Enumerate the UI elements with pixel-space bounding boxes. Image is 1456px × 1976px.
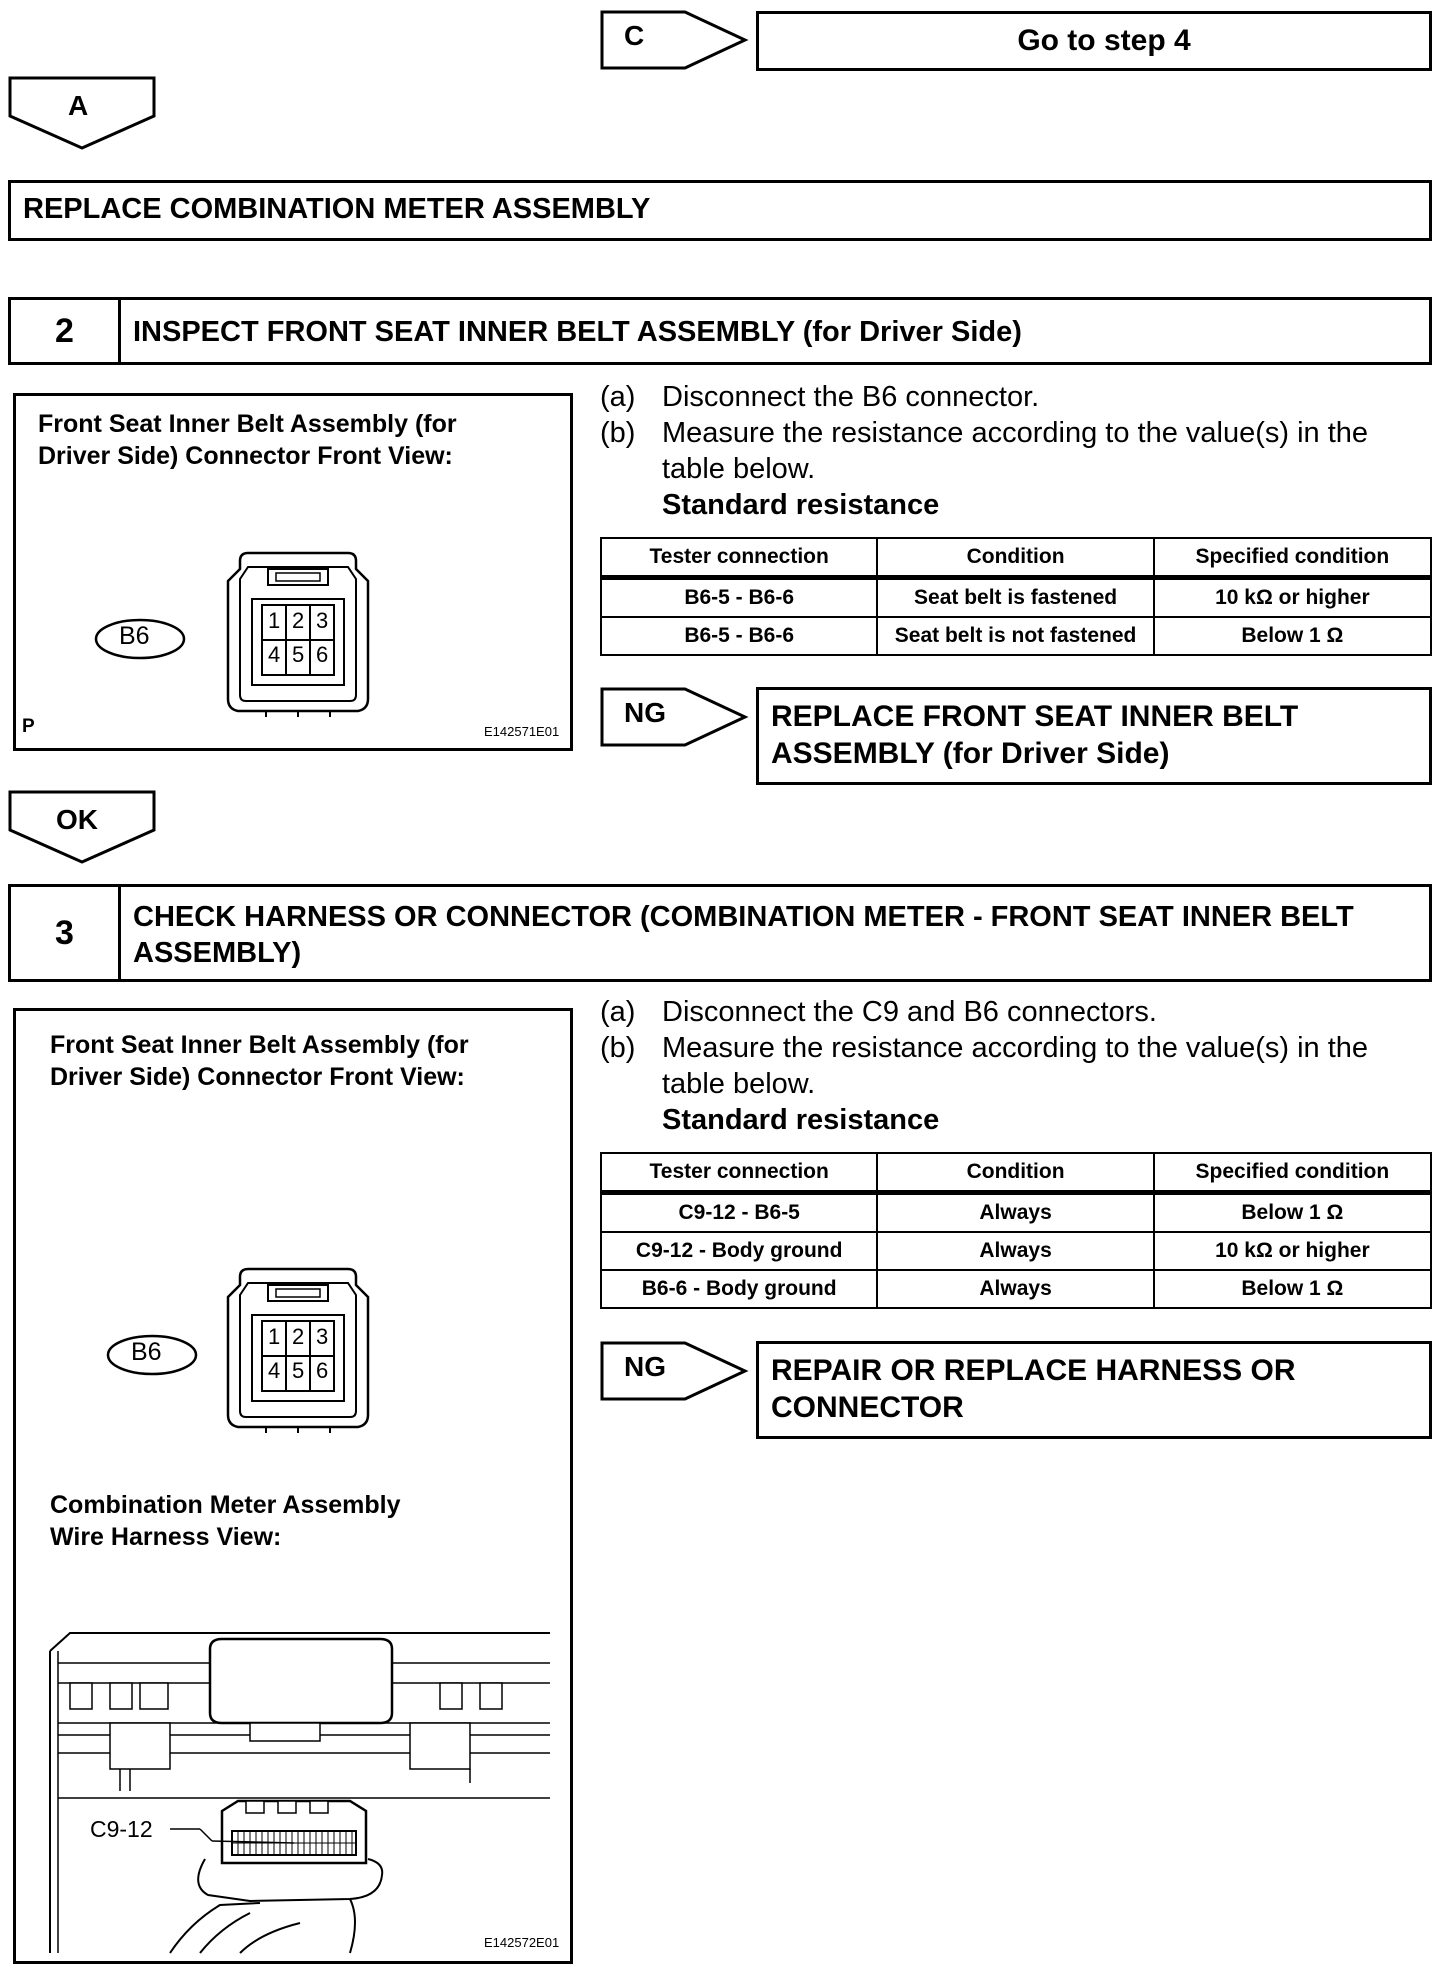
go-to-step-4-text: Go to step 4	[1017, 24, 1191, 57]
step-3-title-1: CHECK HARNESS OR CONNECTOR (COMBINATION METER - FRONT SEAT INNER BELT	[133, 901, 1354, 933]
step-3-meter-title-2: Wire Harness View:	[50, 1523, 282, 1551]
table-cell: Seat belt is fastened	[877, 578, 1153, 618]
table-cell: Below 1 Ω	[1154, 1193, 1431, 1233]
step-3-title-2: ASSEMBLY)	[133, 937, 302, 969]
step-3-figure-title-2: Driver Side) Connector Front View:	[50, 1063, 465, 1091]
step-2-number: 2	[11, 300, 121, 362]
step-3-figure-title-1: Front Seat Inner Belt Assembly (for	[50, 1031, 469, 1059]
step-3-pin-3: 3	[316, 1324, 329, 1349]
step-3-ng-tag-label: NG	[624, 1351, 666, 1382]
ok-tag-label: OK	[56, 804, 98, 835]
step-2-title: INSPECT FRONT SEAT INNER BELT ASSEMBLY (for Driver Side)	[133, 316, 1022, 348]
step-2-instruction-b: (b) Measure the resistance according to the value(s) in the	[600, 417, 1369, 449]
table-row	[601, 1193, 1431, 1233]
step-3-figure-id: E142572E01	[484, 1935, 560, 1950]
step-3-standard-resistance: Standard resistance	[662, 1104, 940, 1136]
step-2-figure-title-2: Driver Side) Connector Front View:	[38, 442, 453, 470]
replace-combination-meter-text: REPLACE COMBINATION METER ASSEMBLY	[23, 193, 651, 225]
table-header: Condition	[877, 538, 1153, 578]
table-header: Specified condition	[1154, 538, 1431, 578]
step-3-spec-table	[600, 1152, 1432, 1309]
step-2-figure-id: E142571E01	[484, 724, 560, 739]
table-cell: C9-12 - Body ground	[601, 1232, 877, 1270]
step-3-pin-1: 1	[268, 1324, 281, 1349]
step-3-ng-action-line-1: REPAIR OR REPLACE HARNESS OR	[771, 1354, 1296, 1387]
step-3-ng-action-line-2: CONNECTOR	[771, 1391, 964, 1424]
step-2-pin-2: 2	[292, 608, 305, 633]
step-3-figure	[13, 1008, 573, 1964]
a-tag-label: A	[68, 90, 89, 121]
step-2-pin-3: 3	[316, 608, 329, 633]
step-2-pin-1: 1	[268, 608, 281, 633]
step-2-figure	[13, 393, 573, 751]
step-3-meter-title-1: Combination Meter Assembly	[50, 1491, 401, 1519]
table-cell: Below 1 Ω	[1154, 1270, 1431, 1308]
step-2-standard-resistance: Standard resistance	[662, 489, 940, 521]
step-2-instruction-b-cont: table below.	[662, 453, 816, 485]
table-header: Condition	[877, 1153, 1153, 1193]
step-2-ng-action-line-1: REPLACE FRONT SEAT INNER BELT	[771, 700, 1299, 733]
step-2-ng-action-box[interactable]	[756, 687, 1432, 785]
step-2-ng-tag-arrow	[600, 687, 750, 747]
step-3-instruction-a: (a) Disconnect the C9 and B6 connectors.	[600, 996, 1157, 1028]
table-cell: 10 kΩ or higher	[1154, 578, 1431, 618]
table-row	[601, 617, 1431, 655]
table-cell: B6-6 - Body ground	[601, 1270, 877, 1308]
step-3-pin-4: 4	[268, 1358, 281, 1383]
step-2-b6-connector-icon	[218, 549, 378, 729]
table-row	[601, 578, 1431, 618]
step-3-ng-tag-arrow	[600, 1341, 750, 1401]
table-header: Specified condition	[1154, 1153, 1431, 1193]
table-cell: Below 1 Ω	[1154, 617, 1431, 655]
go-to-step-4-box[interactable]	[756, 11, 1432, 71]
combination-meter-harness-illustration	[50, 1623, 550, 1953]
table-cell: Seat belt is not fastened	[877, 617, 1153, 655]
step-3-pin-5: 5	[292, 1358, 305, 1383]
table-row	[601, 1270, 1431, 1308]
step-2-pin-6: 6	[316, 642, 329, 667]
table-cell: 10 kΩ or higher	[1154, 1232, 1431, 1270]
step-3-header	[8, 884, 1432, 982]
step-3-number: 3	[11, 887, 121, 979]
step-2-pin-4: 4	[268, 642, 281, 667]
table-cell: Always	[877, 1270, 1153, 1308]
step-3-b6-connector-icon	[218, 1265, 378, 1445]
step-2-figure-title-1: Front Seat Inner Belt Assembly (for	[38, 410, 457, 438]
step-3-ng-action-box[interactable]	[756, 1341, 1432, 1439]
table-cell: C9-12 - B6-5	[601, 1193, 877, 1233]
replace-combination-meter-box[interactable]	[8, 180, 1432, 241]
step-3-pin-6: 6	[316, 1358, 329, 1383]
step-2-pin-5: 5	[292, 642, 305, 667]
table-row	[601, 1232, 1431, 1270]
step-2-b6-label: B6	[119, 622, 150, 650]
step-2-corner-mark: P	[22, 716, 35, 737]
step-2-ng-tag-label: NG	[624, 697, 666, 728]
c-tag-arrow	[600, 10, 750, 70]
step-3-instruction-b: (b) Measure the resistance according to the value(s) in the	[600, 1032, 1369, 1064]
table-cell: Always	[877, 1232, 1153, 1270]
step-2-instruction-a: (a) Disconnect the B6 connector.	[600, 381, 1040, 413]
table-cell: B6-5 - B6-6	[601, 578, 877, 618]
step-2-spec-table	[600, 537, 1432, 656]
step-3-pin-2: 2	[292, 1324, 305, 1349]
table-header: Tester connection	[601, 1153, 877, 1193]
c-tag-label: C	[624, 20, 645, 51]
step-3-instruction-b-cont: table below.	[662, 1068, 816, 1100]
table-header: Tester connection	[601, 538, 877, 578]
table-cell: Always	[877, 1193, 1153, 1233]
step-3-b6-label: B6	[131, 1338, 162, 1366]
table-cell: B6-5 - B6-6	[601, 617, 877, 655]
step-2-header	[8, 297, 1432, 365]
step-2-ng-action-line-2: ASSEMBLY (for Driver Side)	[771, 737, 1170, 770]
c9-12-callout: C9-12	[90, 1816, 153, 1842]
